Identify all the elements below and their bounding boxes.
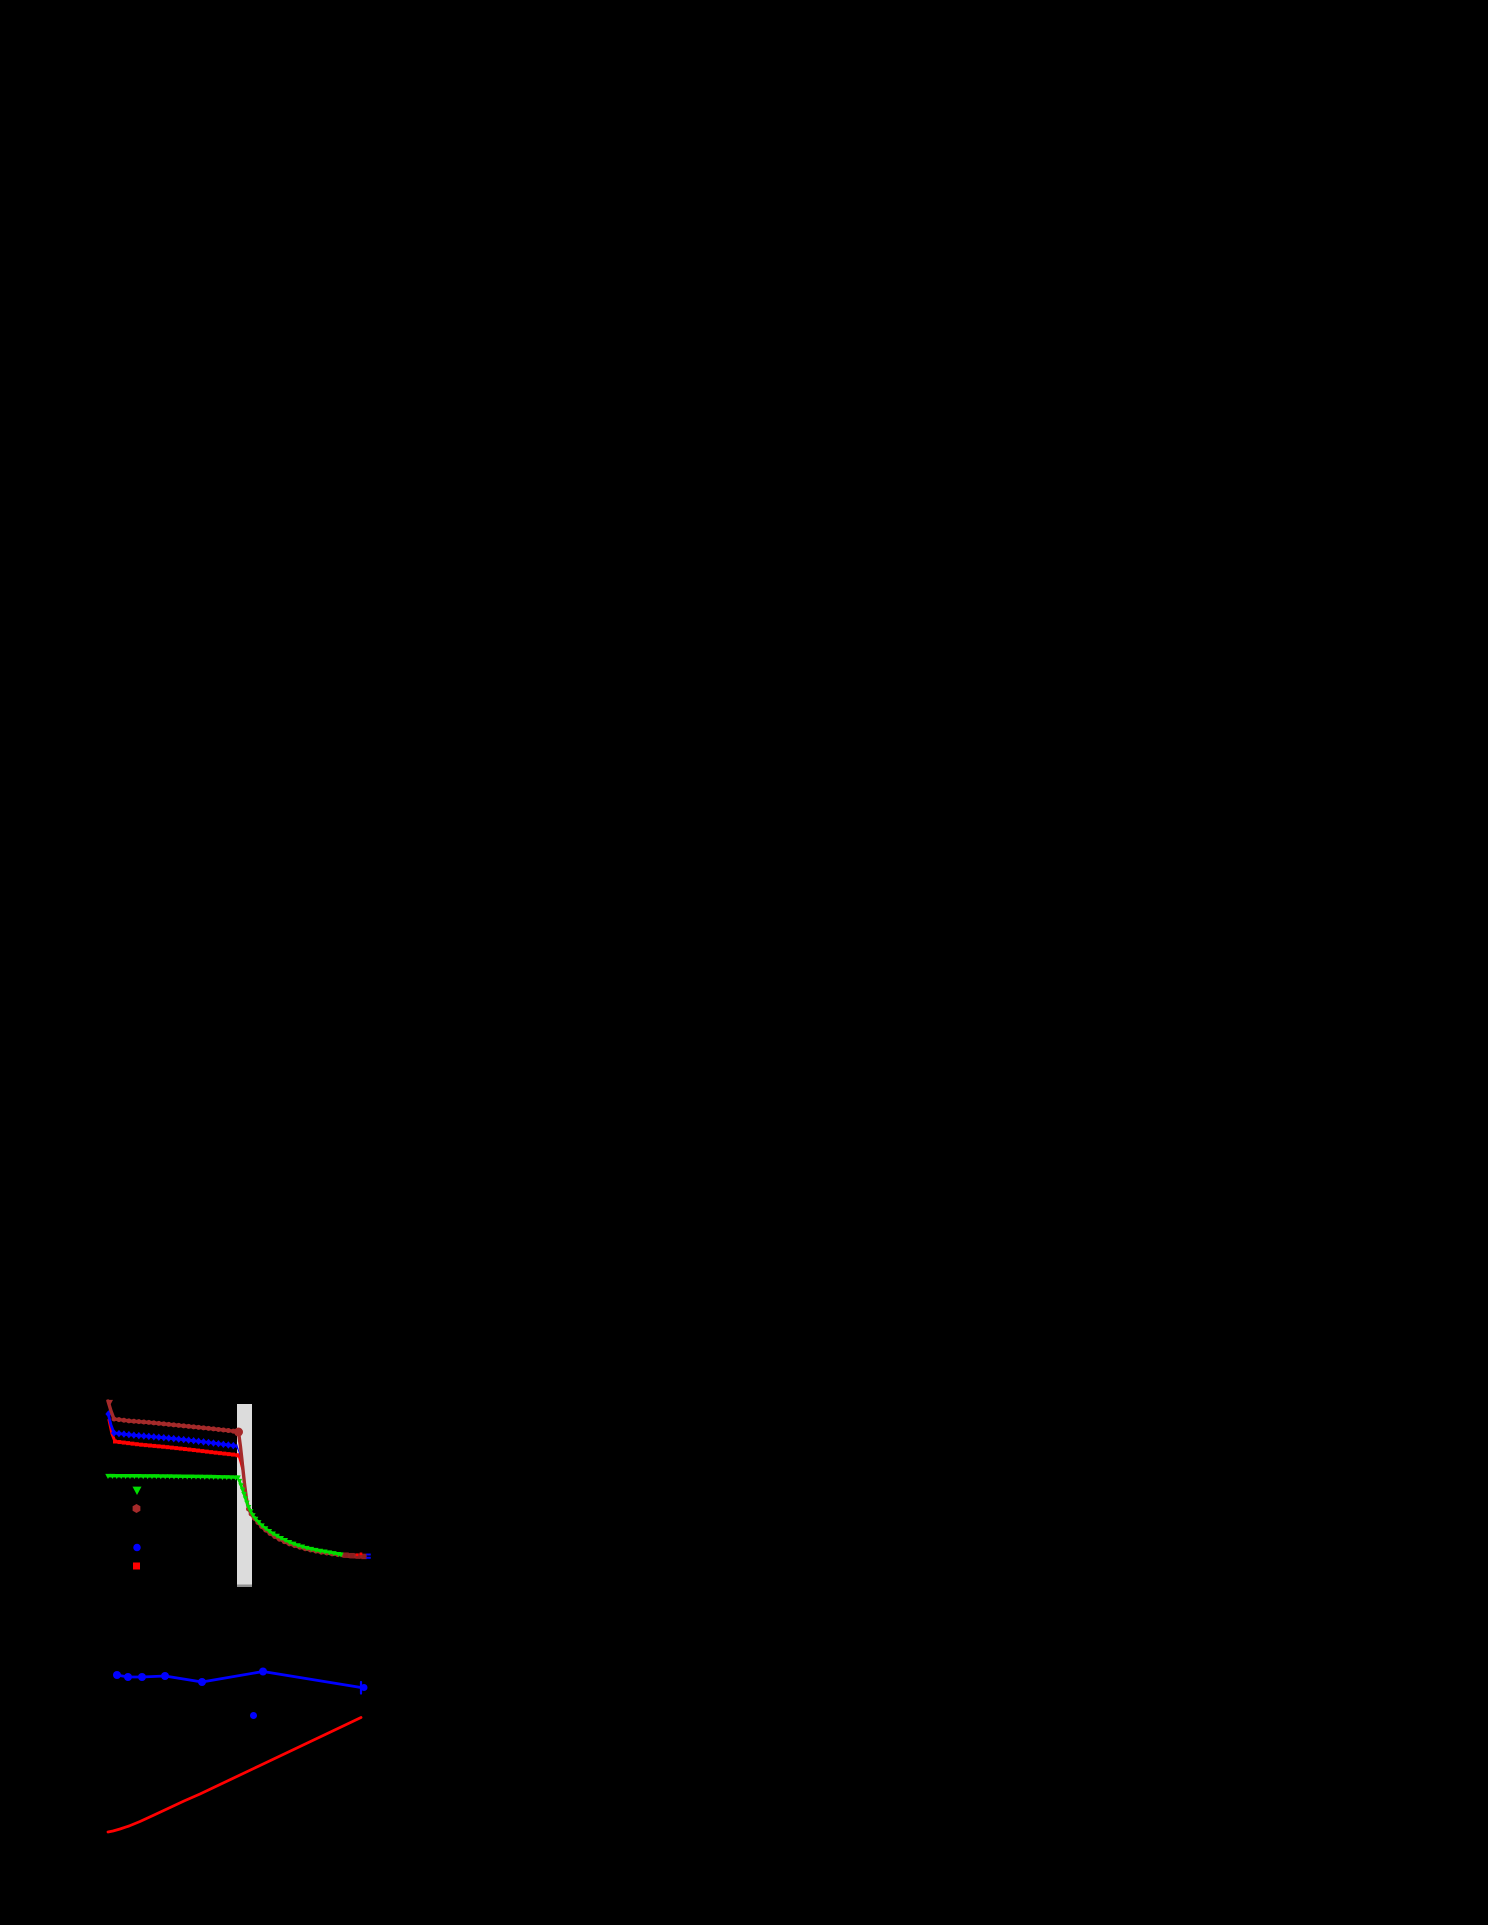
blue-outlier-point: [250, 1712, 257, 1719]
highlight-band-bottom-edge: [237, 1585, 252, 1588]
blue-end-marker: [361, 1684, 368, 1691]
